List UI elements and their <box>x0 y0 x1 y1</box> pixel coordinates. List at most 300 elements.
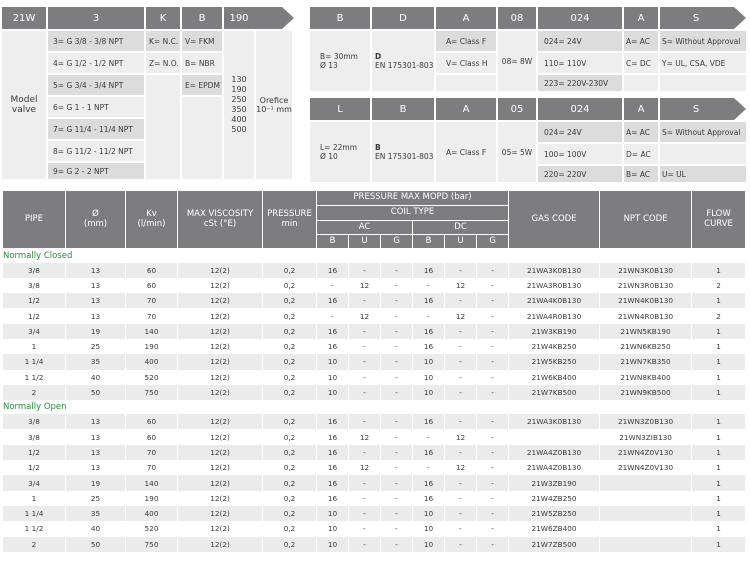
cell-viscosity: 12(2) <box>178 354 263 369</box>
cell-flow-curve: 1 <box>692 354 746 369</box>
cell-npt-code <box>600 506 692 521</box>
cell-npt-code: 21WN4K0B130 <box>600 293 692 308</box>
cell-flow-curve: 2 <box>692 308 746 323</box>
cell-pipe: 3/8 <box>3 263 66 278</box>
seal-option: E= EPDM <box>182 75 222 95</box>
coil1-header-approval: S <box>660 7 732 29</box>
cell-dc-g: - <box>477 506 509 521</box>
cell-flow-curve: 1 <box>692 460 746 475</box>
pipe-option: 9= G 2 - 2 NPT <box>48 163 144 179</box>
coil1-power: 08= 8W <box>498 31 536 91</box>
cell-ac-u: - <box>349 521 381 536</box>
pipe-option: 8= G 11/2 - 11/2 NPT <box>48 141 144 161</box>
cell-gas-code: 21W6ZB400 <box>509 521 600 536</box>
cell-pressure-min: 0,2 <box>263 370 317 385</box>
coil2-header-class: A <box>436 98 496 120</box>
coil1-header-norm: D <box>372 7 434 29</box>
table-row <box>3 475 746 490</box>
cell-gas-code: 21WA3R0B130 <box>509 278 600 293</box>
cell-kv: 70 <box>126 460 178 475</box>
cell-dc-u: - <box>445 293 477 308</box>
cell-kv: 70 <box>126 308 178 323</box>
cell-diameter: 40 <box>66 370 126 385</box>
cell-dc-b: 16 <box>413 445 445 460</box>
cell-flow-curve: 1 <box>692 324 746 339</box>
pipe-option: 6= G 1 - 1 NPT <box>48 97 144 117</box>
cell-diameter: 50 <box>66 537 126 552</box>
cell-flow-curve: 1 <box>692 475 746 490</box>
cell-viscosity: 12(2) <box>178 537 263 552</box>
cell-ac-g: - <box>381 354 413 369</box>
cell-pipe: 2 <box>3 537 66 552</box>
cell-ac-b: 16 <box>317 475 349 490</box>
cell-pipe: 3/8 <box>3 429 66 444</box>
cell-pressure-min: 0,2 <box>263 491 317 506</box>
seal-empty <box>182 97 222 179</box>
cell-pressure-min: 0,2 <box>263 445 317 460</box>
cell-ac-g: - <box>381 278 413 293</box>
cell-dc-u: - <box>445 537 477 552</box>
cell-dc-u: - <box>445 506 477 521</box>
col-dc-b: B <box>413 235 445 249</box>
cell-ac-u: 12 <box>349 278 381 293</box>
cell-flow-curve: 1 <box>692 370 746 385</box>
cell-dc-u: - <box>445 521 477 536</box>
cell-pipe: 1 1/4 <box>3 506 66 521</box>
cell-pressure-min: 0,2 <box>263 308 317 323</box>
cell-npt-code: 21WN3R0B130 <box>600 278 692 293</box>
cell-ac-u: - <box>349 263 381 278</box>
cell-dc-g: - <box>477 308 509 323</box>
cell-pressure-min: 0,2 <box>263 385 317 400</box>
cell-dc-b: 16 <box>413 324 445 339</box>
cell-pressure-min: 0,2 <box>263 521 317 536</box>
coil2-approval: S= Without Approval <box>660 122 746 142</box>
coil2-current: A= AC <box>624 122 658 142</box>
cell-dc-u: - <box>445 385 477 400</box>
cell-pipe: 1 <box>3 339 66 354</box>
cell-ac-g: - <box>381 370 413 385</box>
cell-pipe: 3/4 <box>3 324 66 339</box>
cell-dc-u: - <box>445 414 477 429</box>
cell-ac-b: 10 <box>317 521 349 536</box>
cell-flow-curve: 1 <box>692 263 746 278</box>
cell-viscosity: 12(2) <box>178 429 263 444</box>
coil2-header-size: L <box>310 98 370 120</box>
section-normally-open: Normally Open <box>3 400 746 414</box>
cell-kv: 70 <box>126 445 178 460</box>
cell-dc-g: - <box>477 293 509 308</box>
cell-pressure-min: 0,2 <box>263 475 317 490</box>
coil2-size: L= 22mm Ø 10 <box>310 122 370 182</box>
cell-ac-u: - <box>349 354 381 369</box>
cell-ac-u: 12 <box>349 308 381 323</box>
cell-npt-code: 21WN5KB190 <box>600 324 692 339</box>
table-row <box>3 324 746 339</box>
cell-ac-g: - <box>381 491 413 506</box>
model-header-function: K <box>146 7 180 29</box>
coil1-class-option: A= Class F <box>436 31 496 51</box>
coil1-header-power: 08 <box>498 7 536 29</box>
cell-gas-code: 21W4ZB250 <box>509 491 600 506</box>
table-row <box>3 445 746 460</box>
coil1-norm: EN 175301-803 <box>375 61 434 70</box>
table-row <box>3 460 746 475</box>
cell-ac-b: 16 <box>317 491 349 506</box>
table-row <box>3 370 746 385</box>
cell-npt-code <box>600 521 692 536</box>
table-row <box>3 414 746 429</box>
cell-viscosity: 12(2) <box>178 460 263 475</box>
cell-kv: 750 <box>126 385 178 400</box>
cell-kv: 520 <box>126 370 178 385</box>
model-header-series: 21W <box>2 7 46 29</box>
cell-ac-u: - <box>349 491 381 506</box>
cell-kv: 190 <box>126 339 178 354</box>
cell-kv: 60 <box>126 429 178 444</box>
cell-gas-code: 21W7ZB500 <box>509 537 600 552</box>
cell-viscosity: 12(2) <box>178 278 263 293</box>
cell-pressure-min: 0,2 <box>263 429 317 444</box>
cell-dc-u: - <box>445 339 477 354</box>
cell-ac-g: - <box>381 339 413 354</box>
col-coil-type: COIL TYPE <box>317 206 509 221</box>
cell-gas-code: 21W5KB250 <box>509 354 600 369</box>
col-mopd: PRESSURE MAX MOPD (bar) <box>317 191 509 206</box>
cell-ac-b: 10 <box>317 537 349 552</box>
coil2-voltage: 220= 220V <box>538 166 622 182</box>
cell-pressure-min: 0,2 <box>263 460 317 475</box>
col-ac: AC <box>317 221 413 235</box>
cell-kv: 140 <box>126 324 178 339</box>
coil2-header-arrow <box>732 98 746 120</box>
table-row <box>3 429 746 444</box>
cell-dc-u: 12 <box>445 460 477 475</box>
cell-npt-code: 21WN6KB250 <box>600 339 692 354</box>
cell-kv: 750 <box>126 537 178 552</box>
cell-pipe: 1 <box>3 491 66 506</box>
cell-dc-b: 10 <box>413 354 445 369</box>
cell-diameter: 35 <box>66 354 126 369</box>
coil1-approval: S= Without Approval <box>660 31 746 51</box>
function-option: K= N.C. <box>146 31 180 51</box>
coil1-header-size: B <box>310 7 370 29</box>
cell-gas-code: 21W4KB250 <box>509 339 600 354</box>
cell-diameter: 13 <box>66 460 126 475</box>
col-dc-u: U <box>445 235 477 249</box>
cell-dc-b: 10 <box>413 506 445 521</box>
cell-viscosity: 12(2) <box>178 308 263 323</box>
seal-option: B= NBR <box>182 53 222 73</box>
cell-pressure-min: 0,2 <box>263 293 317 308</box>
cell-dc-u: - <box>445 263 477 278</box>
cell-diameter: 50 <box>66 385 126 400</box>
coil1-header-class: A <box>436 7 496 29</box>
cell-pressure-min: 0,2 <box>263 506 317 521</box>
coil2-header-approval: S <box>660 98 732 120</box>
cell-flow-curve: 1 <box>692 506 746 521</box>
cell-dc-g: - <box>477 385 509 400</box>
cell-ac-g: - <box>381 293 413 308</box>
cell-pressure-min: 0,2 <box>263 414 317 429</box>
cell-dc-u: - <box>445 491 477 506</box>
cell-flow-curve: 1 <box>692 429 746 444</box>
cell-pipe: 1 1/4 <box>3 354 66 369</box>
coil1-size: B= 30mm Ø 13 <box>310 31 370 91</box>
table-row <box>3 385 746 400</box>
cell-pipe: 1 1/2 <box>3 521 66 536</box>
coil1-norm-code: D <box>375 52 382 61</box>
cell-dc-g: - <box>477 537 509 552</box>
cell-flow-curve: 1 <box>692 385 746 400</box>
coil1-current-empty <box>624 75 658 91</box>
col-kv: Kv (l/min) <box>126 191 178 249</box>
col-gas-code: GAS CODE <box>509 191 600 249</box>
cell-ac-b: 10 <box>317 385 349 400</box>
coil2-header-power: 05 <box>498 98 536 120</box>
cell-viscosity: 12(2) <box>178 414 263 429</box>
cell-pipe: 3/8 <box>3 278 66 293</box>
col-viscosity: MAX VISCOSITY cSt (°E) <box>178 191 263 249</box>
table-row <box>3 521 746 536</box>
cell-dc-u: - <box>445 354 477 369</box>
pipe-option: 3= G 3/8 - 3/8 NPT <box>48 31 144 51</box>
cell-npt-code: 21WN4Z0V130 <box>600 460 692 475</box>
cell-gas-code: 21WA4R0B130 <box>509 308 600 323</box>
cell-pressure-min: 0,2 <box>263 339 317 354</box>
cell-kv: 400 <box>126 354 178 369</box>
cell-ac-b: 16 <box>317 324 349 339</box>
cell-viscosity: 12(2) <box>178 339 263 354</box>
cell-ac-g: - <box>381 414 413 429</box>
cell-dc-g: - <box>477 475 509 490</box>
cell-ac-g: - <box>381 460 413 475</box>
model-header-arrow <box>254 7 294 29</box>
cell-dc-g: - <box>477 429 509 444</box>
cell-dc-g: - <box>477 354 509 369</box>
cell-ac-u: - <box>349 475 381 490</box>
cell-ac-b: 16 <box>317 460 349 475</box>
coil1-current: C= DC <box>624 53 658 73</box>
cell-dc-u: 12 <box>445 278 477 293</box>
cell-kv: 70 <box>126 293 178 308</box>
cell-diameter: 13 <box>66 278 126 293</box>
coil1-approval: Y= UL, CSA, VDE <box>660 53 746 73</box>
cell-ac-u: 12 <box>349 460 381 475</box>
cell-pipe: 1/2 <box>3 460 66 475</box>
cell-ac-u: - <box>349 339 381 354</box>
cell-ac-u: - <box>349 293 381 308</box>
orifice-label: Orefice 10⁻¹ mm <box>256 31 292 179</box>
cell-ac-u: - <box>349 385 381 400</box>
cell-pipe: 2 <box>3 385 66 400</box>
cell-ac-g: - <box>381 263 413 278</box>
model-header-pipe: 3 <box>48 7 144 29</box>
coil2-norm-code: B <box>375 143 381 152</box>
cell-pressure-min: 0,2 <box>263 537 317 552</box>
cell-ac-b: 16 <box>317 429 349 444</box>
table-row <box>3 278 746 293</box>
table-row <box>3 491 746 506</box>
cell-ac-u: - <box>349 414 381 429</box>
coil1-voltage: 110= 110V <box>538 53 622 73</box>
model-header-orifice: 190 <box>224 7 254 29</box>
cell-npt-code <box>600 491 692 506</box>
table-row <box>3 293 746 308</box>
cell-dc-g: - <box>477 445 509 460</box>
cell-ac-u: 12 <box>349 429 381 444</box>
coil1-current: A= AC <box>624 31 658 51</box>
cell-flow-curve: 1 <box>692 521 746 536</box>
coil1-header-arrow <box>732 7 746 29</box>
table-row <box>3 339 746 354</box>
coil2-norm: EN 175301-803 <box>375 152 434 161</box>
coil2-approval-empty <box>660 144 746 164</box>
col-pressure-min: PRESSURE min <box>263 191 317 249</box>
coil1-header-voltage: 024 <box>538 7 622 29</box>
coil2-current: D= AC <box>624 144 658 164</box>
coil2-approval: U= UL <box>660 166 746 182</box>
cell-dc-g: - <box>477 460 509 475</box>
cell-gas-code <box>509 429 600 444</box>
col-pipe: PIPE <box>3 191 66 249</box>
coil2-voltage: 100= 100V <box>538 144 622 164</box>
cell-gas-code: 21W3ZB190 <box>509 475 600 490</box>
cell-ac-b: 16 <box>317 339 349 354</box>
cell-dc-b: 16 <box>413 475 445 490</box>
col-dc-g: G <box>477 235 509 249</box>
pipe-option: 4= G 1/2 - 1/2 NPT <box>48 53 144 73</box>
cell-npt-code <box>600 537 692 552</box>
cell-kv: 520 <box>126 521 178 536</box>
cell-flow-curve: 1 <box>692 414 746 429</box>
coil2-header-current: A <box>624 98 658 120</box>
cell-pipe: 3/4 <box>3 475 66 490</box>
cell-pressure-min: 0,2 <box>263 324 317 339</box>
table-row <box>3 308 746 323</box>
cell-ac-u: - <box>349 370 381 385</box>
cell-ac-g: - <box>381 445 413 460</box>
cell-viscosity: 12(2) <box>178 293 263 308</box>
cell-flow-curve: 2 <box>692 278 746 293</box>
coil1-class-option: V= Class H <box>436 53 496 73</box>
col-diameter: Ø (mm) <box>66 191 126 249</box>
cell-ac-b: 10 <box>317 506 349 521</box>
coil2-header-voltage: 024 <box>538 98 622 120</box>
table-row <box>3 537 746 552</box>
cell-gas-code: 21W7KB500 <box>509 385 600 400</box>
cell-flow-curve: 1 <box>692 445 746 460</box>
cell-pipe: 1/2 <box>3 308 66 323</box>
coil2-header-norm: B <box>372 98 434 120</box>
cell-kv: 60 <box>126 414 178 429</box>
cell-diameter: 13 <box>66 414 126 429</box>
cell-ac-g: - <box>381 308 413 323</box>
cell-dc-u: - <box>445 475 477 490</box>
cell-ac-g: - <box>381 506 413 521</box>
coil2-power: 05= 5W <box>498 122 536 182</box>
cell-ac-u: - <box>349 506 381 521</box>
cell-dc-b: 16 <box>413 263 445 278</box>
cell-dc-b: - <box>413 278 445 293</box>
cell-diameter: 25 <box>66 491 126 506</box>
cell-dc-g: - <box>477 339 509 354</box>
cell-ac-b: 16 <box>317 445 349 460</box>
cell-dc-b: 16 <box>413 293 445 308</box>
cell-diameter: 25 <box>66 339 126 354</box>
cell-flow-curve: 1 <box>692 491 746 506</box>
cell-diameter: 19 <box>66 475 126 490</box>
cell-diameter: 13 <box>66 263 126 278</box>
cell-gas-code: 21WA4K0B130 <box>509 293 600 308</box>
cell-diameter: 13 <box>66 308 126 323</box>
cell-npt-code: 21WN3K0B130 <box>600 263 692 278</box>
cell-dc-u: 12 <box>445 308 477 323</box>
model-valve-label: Model valve <box>2 31 46 179</box>
cell-diameter: 35 <box>66 506 126 521</box>
cell-kv: 190 <box>126 491 178 506</box>
cell-pipe: 1/2 <box>3 293 66 308</box>
table-row <box>3 506 746 521</box>
cell-pressure-min: 0,2 <box>263 354 317 369</box>
cell-dc-b: 16 <box>413 339 445 354</box>
cell-ac-b: 10 <box>317 370 349 385</box>
model-header-seal: B <box>182 7 222 29</box>
cell-ac-u: - <box>349 445 381 460</box>
cell-diameter: 13 <box>66 429 126 444</box>
pipe-option: 5= G 3/4 - 3/4 NPT <box>48 75 144 95</box>
col-ac-g: G <box>381 235 413 249</box>
cell-ac-b: - <box>317 278 349 293</box>
cell-dc-u: - <box>445 370 477 385</box>
cell-npt-code <box>600 475 692 490</box>
coil2-current: B= AC <box>624 166 658 182</box>
cell-ac-b: 16 <box>317 414 349 429</box>
cell-pressure-min: 0,2 <box>263 278 317 293</box>
table-body <box>3 249 746 552</box>
cell-dc-u: 12 <box>445 429 477 444</box>
cell-gas-code: 21WA4Z0B130 <box>509 445 600 460</box>
orifice-values: 130 190 250 350 400 500 <box>224 31 254 179</box>
cell-flow-curve: 1 <box>692 537 746 552</box>
cell-ac-g: - <box>381 385 413 400</box>
cell-viscosity: 12(2) <box>178 506 263 521</box>
coil2-norm-cell <box>372 122 434 182</box>
cell-ac-b: 16 <box>317 293 349 308</box>
cell-dc-b: 10 <box>413 370 445 385</box>
coil1-voltage: 223= 220V-230V <box>538 75 622 91</box>
cell-npt-code: 21WN9KB500 <box>600 385 692 400</box>
cell-dc-g: - <box>477 414 509 429</box>
col-ac-u: U <box>349 235 381 249</box>
coil2-voltage: 024= 24V <box>538 122 622 142</box>
coil1-header-current: A <box>624 7 658 29</box>
cell-dc-g: - <box>477 278 509 293</box>
cell-dc-b: - <box>413 429 445 444</box>
cell-dc-u: - <box>445 445 477 460</box>
cell-dc-g: - <box>477 370 509 385</box>
cell-pipe: 3/8 <box>3 414 66 429</box>
cell-npt-code: 21WN3Z0B130 <box>600 414 692 429</box>
cell-gas-code: 21WA3K0B130 <box>509 263 600 278</box>
cell-viscosity: 12(2) <box>178 521 263 536</box>
valve-spec-table <box>2 190 746 552</box>
cell-flow-curve: 1 <box>692 339 746 354</box>
cell-viscosity: 12(2) <box>178 475 263 490</box>
cell-gas-code: 21W6KB400 <box>509 370 600 385</box>
cell-ac-u: - <box>349 324 381 339</box>
cell-ac-g: - <box>381 324 413 339</box>
